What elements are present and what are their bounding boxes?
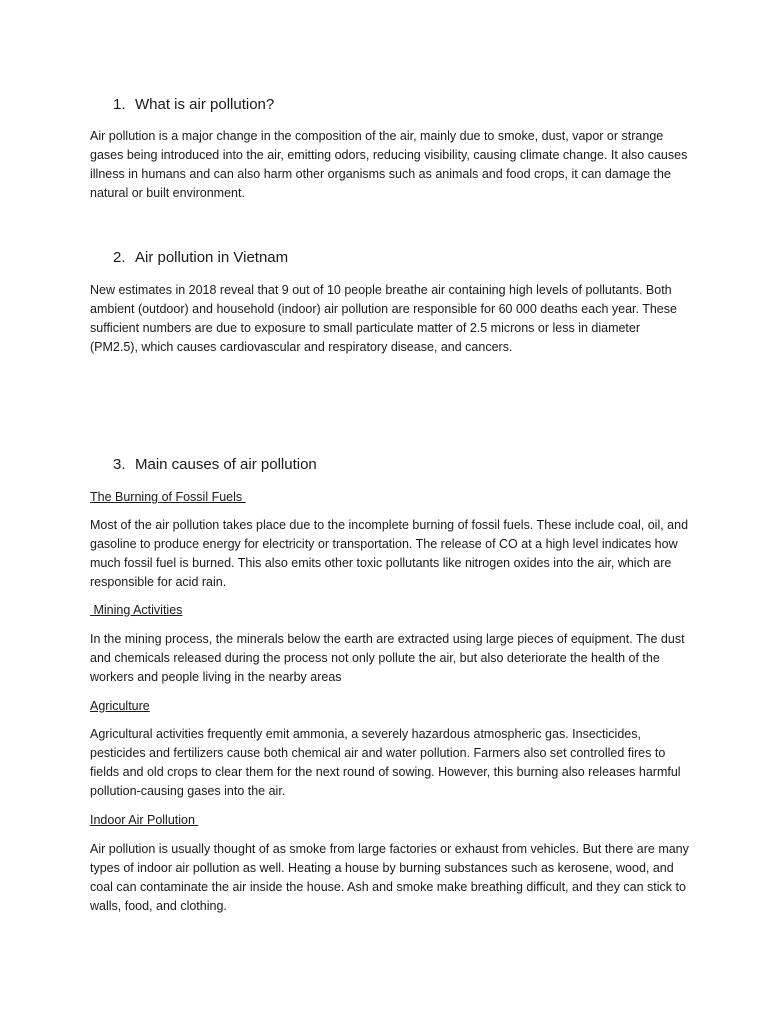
section-heading-3 [113,455,317,475]
subsection-heading: Indoor Air Pollution [90,813,199,827]
section-paragraph: New estimates in 2018 reveal that 9 out of 10 people breathe air containing high levels of pollutants. Both ambient (outdoor) and household (indoor) air pollution are responsible for 60 000 deaths each year. These sufficient numbers are due to exposure to small particulate matter of 2.5 microns or less in diameter (PM2.5), which causes cardiovascular and respiratory disease, and cancers. [90,283,677,354]
subsection-heading: The Burning of Fossil Fuels [90,490,246,504]
section-number: 1. [113,96,126,113]
subsection-paragraph: Most of the air pollution takes place due to the incomplete burning of fossil fuels. These include coal, oil, and gasoline to produce energy for electricity or transportation. The release of CO at a high level indicates how much fossil fuel is burned. This also emits other toxic pollutants like nitrogen oxides into the air, which are responsible for acid rain. [90,518,689,589]
section-heading-1 [113,95,274,115]
section-number: 2. [113,249,126,266]
subsection-heading: Mining Activities [90,603,183,617]
subsection-heading: Agriculture [90,699,150,713]
section-title: Main causes of air pollution [135,456,317,473]
subsection-paragraph: Air pollution is usually thought of as smoke from large factories or exhaust from vehicles. But there are many types of indoor air pollution as well. Heating a house by burning substances such as kerosene, wood, and coal can contaminate the air inside the house. Ash and smoke make breathing difficult, and they can stick to walls, food, and clothing. [90,842,689,913]
subsection-paragraph: In the mining process, the minerals below the earth are extracted using large pieces of equipment. The dust and chemicals released during the process not only pollute the air, but also deteriorate the health of the workers and people living in the nearby areas [90,632,685,684]
section-paragraph: Air pollution is a major change in the composition of the air, mainly due to smoke, dust, vapor or strange gases being introduced into the air, emitting odors, reducing visibility, causing climate change. It also causes illness in humans and can also harm other organisms such as animals and food crops, it can damage the natural or built environment. [90,129,688,200]
subsection-paragraph: Agricultural activities frequently emit ammonia, a severely hazardous atmospheric gas. Insecticides, pesticides and fertilizers cause both chemical air and water pollution. Farmers also set controlled fires to fields and old crops to clear them for the next round of sowing. However, this burning also releases harmful pollution-causing gases into the air. [90,727,681,798]
section-heading-2 [113,248,288,268]
section-number: 3. [113,456,126,473]
section-title: What is air pollution? [135,96,275,113]
section-title: Air pollution in Vietnam [135,249,289,266]
